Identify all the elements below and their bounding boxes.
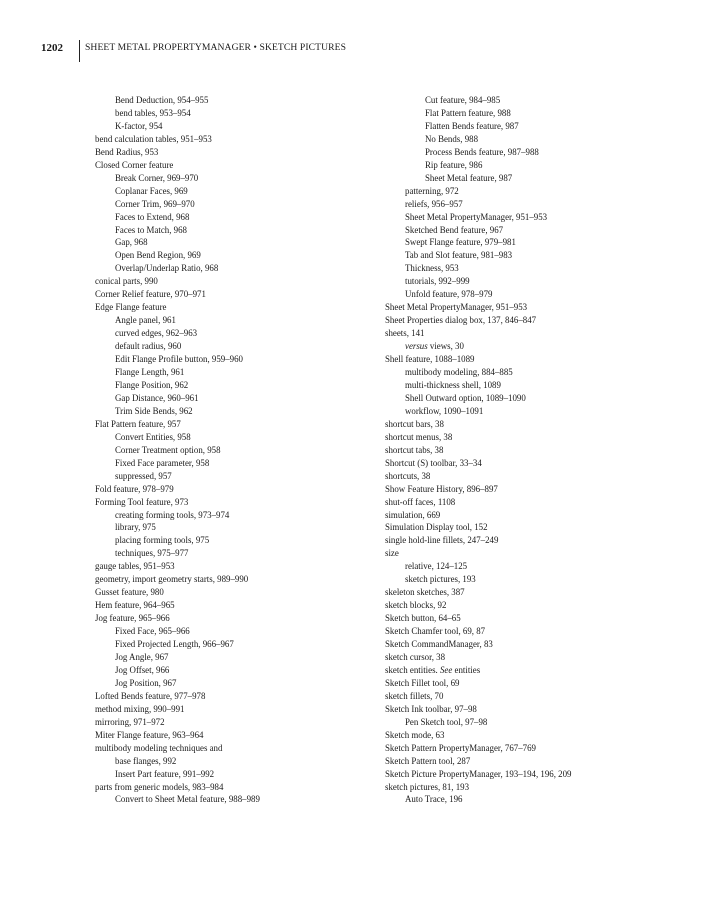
index-entry-text: Unfold feature, 978–979: [405, 289, 493, 300]
index-entry-text: sketch entities.: [385, 664, 440, 675]
index-entry-text: shut-off faces, 1108: [385, 496, 456, 507]
index-subentry: [95, 521, 395, 534]
index-subentry: [95, 120, 395, 133]
index-entry-text: multibody modeling, 884–885: [405, 367, 513, 378]
index-entry-text: Convert Entities, 958: [115, 431, 191, 442]
index-subentry: [95, 249, 395, 262]
index-subentry: [95, 366, 395, 379]
index-entry-text: Sheet Metal PropertyManager, 951–953: [385, 302, 528, 313]
index-entry-text: Angle panel, 961: [115, 315, 176, 326]
index-subentry: [385, 236, 685, 249]
index-subentry: [385, 211, 685, 224]
index-entry: [385, 599, 685, 612]
index-entry-text: relative, 124–125: [405, 561, 468, 572]
index-entry: [385, 496, 685, 509]
index-entry: [385, 638, 685, 651]
index-subentry: [95, 768, 395, 781]
index-subentry: [385, 288, 685, 301]
index-entry: [385, 457, 685, 470]
index-entry-text: Flange Position, 962: [115, 379, 189, 390]
index-subentry: [95, 185, 395, 198]
index-entry: [385, 534, 685, 547]
index-subentry: [95, 509, 395, 522]
index-entry-text: Miter Flange feature, 963–964: [95, 729, 204, 740]
index-subentry: [95, 94, 395, 107]
index-column-left: [95, 94, 395, 806]
index-entry-text: sketch blocks, 92: [385, 600, 447, 611]
index-entry-text: bend tables, 953–954: [115, 107, 191, 118]
index-entry-text: Sketch Ink toolbar, 97–98: [385, 703, 477, 714]
index-entry-text: Sketched Bend feature, 967: [405, 224, 504, 235]
index-entry-text: placing forming tools, 975: [115, 535, 210, 546]
index-entry-text: Jog feature, 965–966: [95, 613, 170, 624]
index-entry-text: Gusset feature, 980: [95, 587, 164, 598]
index-entry-text: sketch fillets, 70: [385, 690, 444, 701]
index-entry-text: Thickness, 953: [405, 263, 459, 274]
index-subentry: [95, 224, 395, 237]
index-entry: [95, 146, 395, 159]
index-entry-text: geometry, import geometry starts, 989–990: [95, 574, 249, 585]
index-entry: [385, 353, 685, 366]
index-entry-text: sheets, 141: [385, 328, 425, 339]
index-entry-text: entities: [452, 664, 481, 675]
index-entry: [95, 301, 395, 314]
index-entry-text: Faces to Extend, 968: [115, 211, 190, 222]
running-head: SHEET METAL PROPERTYMANAGER • SKETCH PICTURES: [85, 42, 347, 53]
index-column-right: [385, 94, 685, 806]
index-entry-text: K-factor, 954: [115, 120, 163, 131]
index-entry: [385, 625, 685, 638]
index-subentry: [385, 224, 685, 237]
index-entry-text: No Bends, 988: [425, 133, 479, 144]
index-entry: [385, 729, 685, 742]
index-subentry: [385, 262, 685, 275]
index-entry: [385, 586, 685, 599]
index-entry: [385, 768, 685, 781]
index-subentry: [95, 625, 395, 638]
index-entry-text: Sketch Fillet tool, 69: [385, 677, 460, 688]
index-entry-text: Sketch button, 64–65: [385, 613, 461, 624]
index-entry-text: Closed Corner feature: [95, 159, 174, 170]
index-entry: [385, 327, 685, 340]
index-entry-text: default radius, 960: [115, 341, 182, 352]
index-entry-text: bend calculation tables, 951–953: [95, 133, 212, 144]
index-entry-text: Open Bend Region, 969: [115, 250, 201, 261]
index-subentry: [385, 133, 685, 146]
index-entry-text: workflow, 1090–1091: [405, 405, 484, 416]
index-subentry: [95, 534, 395, 547]
index-entry: [95, 483, 395, 496]
index-entry-text: Gap Distance, 960–961: [115, 392, 199, 403]
index-subentry: [385, 198, 685, 211]
index-entry-text: shortcut menus, 38: [385, 431, 453, 442]
index-entry-text: Sketch CommandManager, 83: [385, 639, 493, 650]
index-entry-text: Fixed Face parameter, 958: [115, 457, 210, 468]
index-subentry: [385, 793, 685, 806]
index-entry-text: tutorials, 992–999: [405, 276, 470, 287]
index-entry-text: Bend Radius, 953: [95, 146, 159, 157]
index-entry-text: suppressed, 957: [115, 470, 172, 481]
index-entry-text: Fold feature, 978–979: [95, 483, 174, 494]
index-entry-text: sketch cursor, 38: [385, 651, 446, 662]
index-entry: [95, 133, 395, 146]
index-entry: [385, 509, 685, 522]
index-entry-text: Pen Sketch tool, 97–98: [405, 716, 488, 727]
index-entry: [385, 677, 685, 690]
index-entry-text: Insert Part feature, 991–992: [115, 768, 215, 779]
index-entry-text: simulation, 669: [385, 509, 441, 520]
page-header: [41, 41, 681, 63]
index-entry-text: Tab and Slot feature, 981–983: [405, 250, 513, 261]
index-entry-text: gauge tables, 951–953: [95, 561, 175, 572]
index-entry-text: Simulation Display tool, 152: [385, 522, 488, 533]
index-entry-text: shortcuts, 38: [385, 470, 431, 481]
index-entry-text: library, 975: [115, 522, 156, 533]
index-entry-text: base flanges, 992: [115, 755, 177, 766]
index-entry-text: multibody modeling techniques and: [95, 742, 223, 753]
index-subentry: [95, 457, 395, 470]
index-entry: [95, 690, 395, 703]
index-entry: [95, 573, 395, 586]
index-entry: [385, 781, 685, 794]
index-subentry: [385, 107, 685, 120]
index-entry: [95, 586, 395, 599]
index-entry-text: Faces to Match, 968: [115, 224, 187, 235]
index-entry: [95, 703, 395, 716]
index-entry: [385, 547, 685, 560]
index-entry-text: Gap, 968: [115, 237, 148, 248]
index-entry: [95, 496, 395, 509]
index-entry-text: single hold-line fillets, 247–249: [385, 535, 499, 546]
index-entry-text: Sketch Pattern PropertyManager, 767–769: [385, 742, 536, 753]
index-entry-text: mirroring, 971–972: [95, 716, 165, 727]
index-entry-text: shortcut bars, 38: [385, 418, 444, 429]
index-subentry: [95, 677, 395, 690]
index-entry: [95, 742, 395, 755]
index-entry-italic: versus: [405, 341, 428, 352]
index-subentry: [385, 275, 685, 288]
index-entry-text: Bend Deduction, 954–955: [115, 95, 209, 105]
index-subentry: [95, 198, 395, 211]
index-subentry: [95, 444, 395, 457]
index-entry: [95, 716, 395, 729]
index-entry-text: Sheet Metal PropertyManager, 951–953: [405, 211, 548, 222]
index-entry-text: Flat Pattern feature, 988: [425, 107, 511, 118]
index-entry: [385, 314, 685, 327]
index-entry-text: multi-thickness shell, 1089: [405, 379, 501, 390]
index-entry-text: Edge Flange feature: [95, 302, 167, 313]
index-subentry: [95, 262, 395, 275]
index-subentry: [385, 249, 685, 262]
index-subentry: [95, 107, 395, 120]
index-entry-text: method mixing, 990–991: [95, 703, 185, 714]
index-entry-text: Flange Length, 961: [115, 367, 185, 378]
index-subentry: [95, 314, 395, 327]
index-subentry: [95, 392, 395, 405]
index-entry-text: Flatten Bends feature, 987: [425, 120, 519, 131]
index-entry-text: Fixed Projected Length, 966–967: [115, 639, 234, 650]
index-subentry: [95, 547, 395, 560]
index-entry-text: Sketch Pattern tool, 287: [385, 755, 471, 766]
header-divider: [79, 40, 80, 62]
index-subentry: [385, 172, 685, 185]
index-subentry: [385, 405, 685, 418]
index-entry: [385, 664, 685, 677]
page-number: 1202: [41, 42, 63, 54]
index-entry-text: Jog Position, 967: [115, 677, 177, 688]
index-subentry: [385, 159, 685, 172]
index-subentry: [385, 392, 685, 405]
index-entry-text: curved edges, 962–963: [115, 328, 198, 339]
index-subentry: [95, 340, 395, 353]
index-entry-text: creating forming tools, 973–974: [115, 509, 230, 520]
index-subentry: [95, 405, 395, 418]
index-subentry: [95, 172, 395, 185]
index-entry-text: Trim Side Bends, 962: [115, 405, 193, 416]
index-subentry: [385, 94, 685, 107]
index-entry: [95, 781, 395, 794]
index-entry-text: reliefs, 956–957: [405, 198, 463, 209]
index-subentry: [95, 638, 395, 651]
index-entry-text: Rip feature, 986: [425, 159, 483, 170]
index-entry: [385, 742, 685, 755]
index-cross-reference: See: [439, 664, 453, 675]
index-subentry: [95, 470, 395, 483]
index-entry-text: Shell feature, 1088–1089: [385, 354, 475, 365]
index-entry-text: Lofted Bends feature, 977–978: [95, 690, 206, 701]
index-entry: [385, 612, 685, 625]
index-entry-text: Flat Pattern feature, 957: [95, 418, 181, 429]
index-entry-text: Sheet Properties dialog box, 137, 846–847: [385, 315, 537, 326]
index-entry-text: Corner Relief feature, 970–971: [95, 289, 206, 300]
index-entry: [385, 470, 685, 483]
index-subentry: [95, 664, 395, 677]
index-entry-text: skeleton sketches, 387: [385, 587, 465, 598]
index-entry-text: Break Corner, 969–970: [115, 172, 199, 183]
index-entry-text: patterning, 972: [405, 185, 459, 196]
index-entry: [385, 690, 685, 703]
index-entry-text: Swept Flange feature, 979–981: [405, 237, 516, 248]
index-entry-text: shortcut tabs, 38: [385, 444, 444, 455]
index-subentry: [385, 366, 685, 379]
index-entry: [95, 560, 395, 573]
index-entry: [385, 431, 685, 444]
index-entry: [385, 703, 685, 716]
index-entry-text: Coplanar Faces, 969: [115, 185, 188, 196]
index-entry: [95, 288, 395, 301]
index-entry-text: Corner Treatment option, 958: [115, 444, 221, 455]
index-entry-text: Process Bends feature, 987–988: [425, 146, 539, 157]
index-entry-text: Jog Offset, 966: [115, 664, 170, 675]
index-subentry: [385, 560, 685, 573]
index-entry-text: size: [385, 548, 399, 559]
index-entry-text: Shortcut (S) toolbar, 33–34: [385, 457, 482, 468]
index-subentry: [95, 431, 395, 444]
index-entry: [385, 301, 685, 314]
index-subentry: [385, 573, 685, 586]
index-entry-text: sketch pictures, 81, 193: [385, 781, 470, 792]
index-entry: [95, 418, 395, 431]
index-entry: [385, 651, 685, 664]
index-subentry: [385, 146, 685, 159]
index-entry-text: parts from generic models, 983–984: [95, 781, 224, 792]
index-subentry: [385, 340, 685, 353]
index-entry: [95, 275, 395, 288]
index-entry: [385, 521, 685, 534]
index-entry-text: Corner Trim, 969–970: [115, 198, 195, 209]
index-entry-text: Shell Outward option, 1089–1090: [405, 392, 526, 403]
index-subentry: [95, 755, 395, 768]
index-entry-text: views, 30: [427, 341, 464, 352]
index-entry-text: Show Feature History, 896–897: [385, 483, 498, 494]
index-subentry: [385, 185, 685, 198]
index-subentry: [95, 327, 395, 340]
index-subentry: [385, 379, 685, 392]
index-subentry: [385, 120, 685, 133]
index-entry: [385, 418, 685, 431]
index-entry-text: Sketch Chamfer tool, 69, 87: [385, 626, 486, 637]
index-entry: [385, 755, 685, 768]
index-subentry: [95, 651, 395, 664]
index-entry-text: sketch pictures, 193: [405, 574, 476, 585]
index-subentry: [385, 716, 685, 729]
index-entry-text: Cut feature, 984–985: [425, 95, 501, 105]
index-entry-text: techniques, 975–977: [115, 548, 189, 559]
index-entry-text: Edit Flange Profile button, 959–960: [115, 354, 243, 365]
index-entry-text: Convert to Sheet Metal feature, 988–989: [115, 794, 260, 805]
index-entry-text: Sheet Metal feature, 987: [425, 172, 513, 183]
index-entry-text: Sketch Picture PropertyManager, 193–194, 196, 209: [385, 768, 572, 779]
index-subentry: [95, 353, 395, 366]
index-subentry: [95, 379, 395, 392]
index-entry-text: Hem feature, 964–965: [95, 600, 175, 611]
index-entry: [95, 159, 395, 172]
index-subentry: [95, 236, 395, 249]
index-entry: [95, 599, 395, 612]
index-entry: [95, 612, 395, 625]
index-entry-text: Sketch mode, 63: [385, 729, 445, 740]
index-subentry: [95, 793, 395, 806]
index-entry: [95, 729, 395, 742]
index-entry-text: Overlap/Underlap Ratio, 968: [115, 263, 219, 274]
index-entry-text: Auto Trace, 196: [405, 794, 463, 805]
index-subentry: [95, 211, 395, 224]
index-entry-text: Fixed Face, 965–966: [115, 626, 190, 637]
index-entry-text: Forming Tool feature, 973: [95, 496, 189, 507]
index-entry: [385, 444, 685, 457]
index-entry: [385, 483, 685, 496]
index-entry-text: Jog Angle, 967: [115, 651, 169, 662]
index-entry-text: conical parts, 990: [95, 276, 158, 287]
